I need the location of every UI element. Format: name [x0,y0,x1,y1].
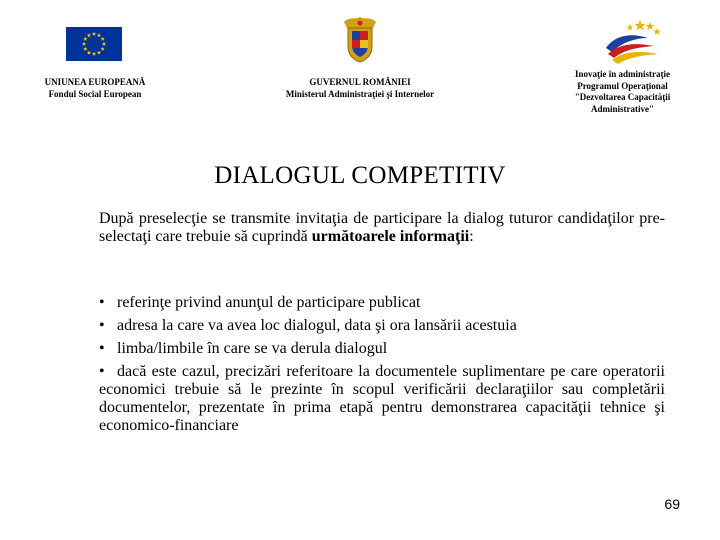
gov-caption-line2: Ministerul Administraţiei şi Internelor [285,89,435,99]
romania-coat-of-arms-icon [340,14,380,64]
bullet-icon: • [99,294,105,311]
innov-caption-line1: Inovaţie în administraţie [574,69,670,79]
innovation-caption [555,69,690,115]
intro-paragraph [99,210,665,246]
eu-caption-line1: UNIUNEA EUROPEANĂ [44,77,146,87]
innovation-logo-icon [600,18,664,68]
intro-text: După preselecţie se transmite invitaţia de participare la dialog tuturor candidaţilor pre-selectaţi care trebuie să cuprindă [99,210,665,245]
intro-bold-text: următoarele informaţii [311,228,470,245]
list-item [99,363,665,435]
list-item [99,340,665,358]
bullet-icon: • [99,363,105,380]
gov-caption-line1: GUVERNUL ROMÂNIEI [309,77,411,87]
intro-end: : [469,228,474,245]
list-item [99,294,665,312]
page-number: 69 [664,496,680,512]
government-caption [250,76,470,100]
slide-title: DIALOGUL COMPETITIV [214,162,506,189]
bullet-list [99,294,665,440]
list-item-text: adresa la care va avea loc dialogul, data şi ora lansării acestuia [117,317,517,334]
list-item-text: limba/limbile în care se va derula dialogul [117,340,388,357]
bullet-icon: • [99,340,105,357]
eu-flag-icon [66,27,122,61]
bullet-icon: • [99,317,105,334]
innov-caption-line2: Programul Operaţional [577,80,668,91]
innov-caption-line4: Administrative" [591,103,654,114]
eu-caption-line2: Fondul Social European [48,89,142,99]
innov-caption-line3: "Dezvoltarea Capacităţii [574,92,671,102]
list-item-text: dacă este cazul, precizări referitoare la documentele suplimentare pe care operatorii economici trebuie să le prezinte în scopul verificării declaraţiilor sau completării documentelor, prezentate în prima etapă pentru demonstrarea capacităţii tehnice şi economico-financiare [99,363,665,434]
eu-caption [20,76,170,100]
list-item [99,317,665,335]
list-item-text: referinţe privind anunţul de participare publicat [117,294,421,311]
